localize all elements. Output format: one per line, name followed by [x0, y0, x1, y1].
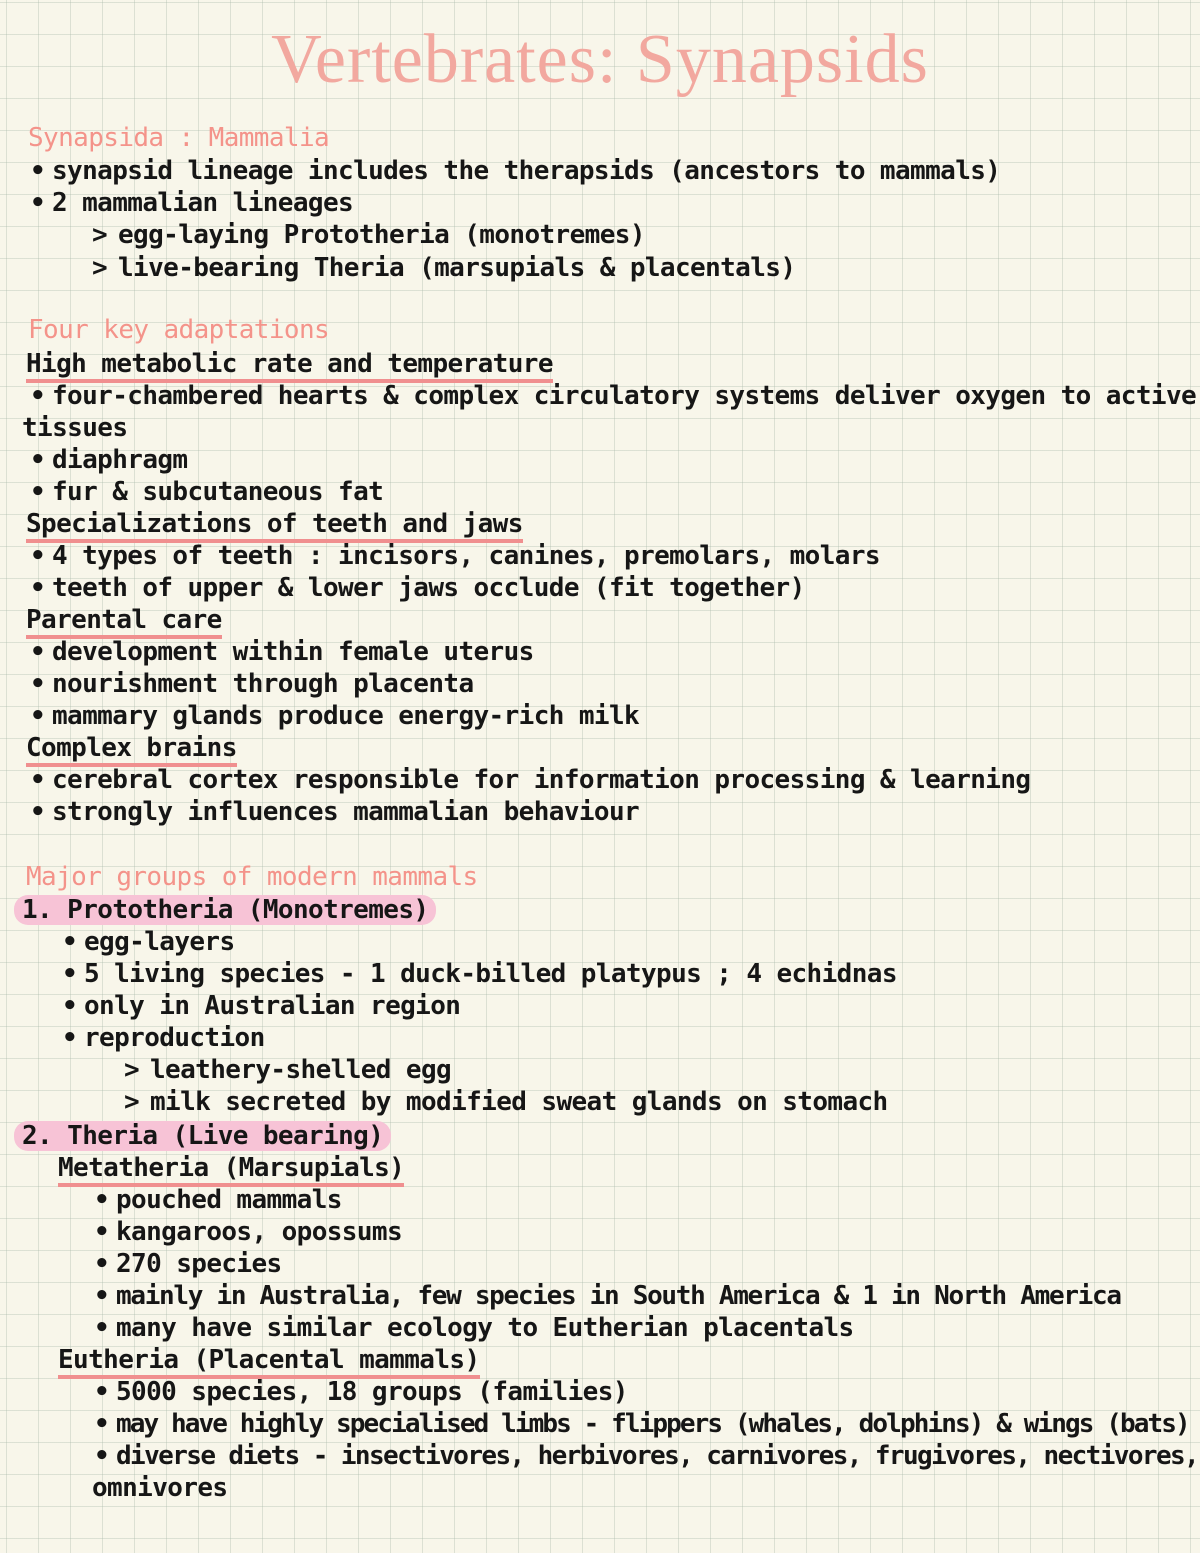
bullet: • [30, 381, 46, 411]
list-item: • diaphragm [30, 445, 188, 475]
section-heading-synapsida: Synapsida : Mammalia [28, 123, 330, 153]
bullet: • [94, 1281, 109, 1311]
list-item: • development within female uterus [30, 637, 534, 667]
list-item: • 270 species [94, 1249, 282, 1279]
bullet: • [62, 927, 78, 957]
bullet: • [94, 1217, 110, 1247]
bullet: • [94, 1441, 109, 1471]
group-heading-prototheria: 1. Prototheria (Monotremes) [14, 894, 436, 926]
list-item: • four-chambered hearts & complex circulatory systems deliver oxygen to active [30, 381, 1197, 411]
subheading-parental: Parental care [26, 604, 222, 636]
subheading-brains: Complex brains [26, 732, 237, 764]
subheading-metabolic: High metabolic rate and temperature [26, 348, 553, 380]
arrow-icon: > [92, 220, 108, 250]
bullet: • [30, 765, 46, 795]
bullet: • [62, 959, 78, 989]
list-item: • 5 living species - 1 duck-billed platypus ; 4 echidnas [62, 959, 897, 989]
list-item: • mainly in Australia, few species in South America & 1 in North America [94, 1281, 1121, 1311]
list-item-continuation: omnivores [92, 1473, 228, 1503]
list-item-continuation: tissues [22, 413, 128, 443]
bullet: • [94, 1409, 108, 1439]
list-item: • strongly influences mammalian behaviour [30, 797, 640, 827]
arrow-icon: > [92, 253, 108, 283]
bullet: • [30, 445, 46, 475]
subheading-eutheria: Eutheria (Placental mammals) [58, 1344, 480, 1376]
list-item: • many have similar ecology to Eutherian placentals [94, 1313, 854, 1343]
list-item: • 5000 species, 18 groups (families) [94, 1377, 628, 1407]
list-item: • reproduction [62, 1023, 265, 1053]
sub-list-item: > milk secreted by modified sweat glands on stomach [124, 1087, 888, 1117]
list-item: • may have highly specialised limbs - flippers (whales, dolphins) & wings (bats) [94, 1409, 1189, 1439]
bullet: • [62, 1023, 78, 1053]
list-item: • only in Australian region [62, 991, 461, 1021]
list-item: • nourishment through placenta [30, 669, 474, 699]
list-item: • egg-layers [62, 927, 235, 957]
bullet: • [30, 573, 46, 603]
bullet: • [30, 701, 46, 731]
list-item: • 2 mammalian lineages [30, 188, 354, 218]
sub-list-item: > egg-laying Prototheria (monotremes) [92, 220, 645, 250]
list-item: • cerebral cortex responsible for information processing & learning [30, 765, 1031, 795]
group-heading-theria: 2. Theria (Live bearing) [14, 1120, 391, 1152]
arrow-icon: > [124, 1055, 140, 1085]
section-heading-adaptations: Four key adaptations [28, 315, 330, 345]
list-item: • kangaroos, opossums [94, 1217, 403, 1247]
subheading-metatheria: Metatheria (Marsupials) [58, 1152, 404, 1184]
bullet: • [62, 991, 78, 1021]
bullet: • [30, 188, 46, 218]
list-item: • mammary glands produce energy-rich milk [30, 701, 640, 731]
page-title: Vertebrates: Synapsids [271, 21, 929, 98]
section-heading-groups: Major groups of modern mammals [26, 862, 478, 892]
bullet: • [94, 1249, 110, 1279]
bullet: • [30, 637, 46, 667]
bullet: • [30, 156, 46, 186]
bullet: • [94, 1377, 110, 1407]
sub-list-item: > live-bearing Theria (marsupials & placentals) [92, 253, 796, 283]
arrow-icon: > [124, 1087, 140, 1117]
list-item: • diverse diets - insectivores, herbivores, carnivores, frugivores, nectivores, [94, 1441, 1199, 1471]
subheading-teeth: Specializations of teeth and jaws [26, 508, 523, 540]
bullet: • [94, 1185, 110, 1215]
list-item: • pouched mammals [94, 1185, 342, 1215]
list-item: • fur & subcutaneous fat [30, 477, 384, 507]
list-item: • teeth of upper & lower jaws occlude (fit together) [30, 573, 805, 603]
bullet: • [30, 669, 46, 699]
bullet: • [30, 797, 46, 827]
bullet: • [30, 541, 46, 571]
bullet: • [30, 477, 46, 507]
bullet: • [94, 1313, 110, 1343]
sub-list-item: > leathery-shelled egg [124, 1055, 452, 1085]
list-item: • 4 types of teeth : incisors, canines, premolars, molars [30, 541, 880, 571]
list-item: • synapsid lineage includes the therapsids (ancestors to mammals) [30, 156, 1001, 186]
